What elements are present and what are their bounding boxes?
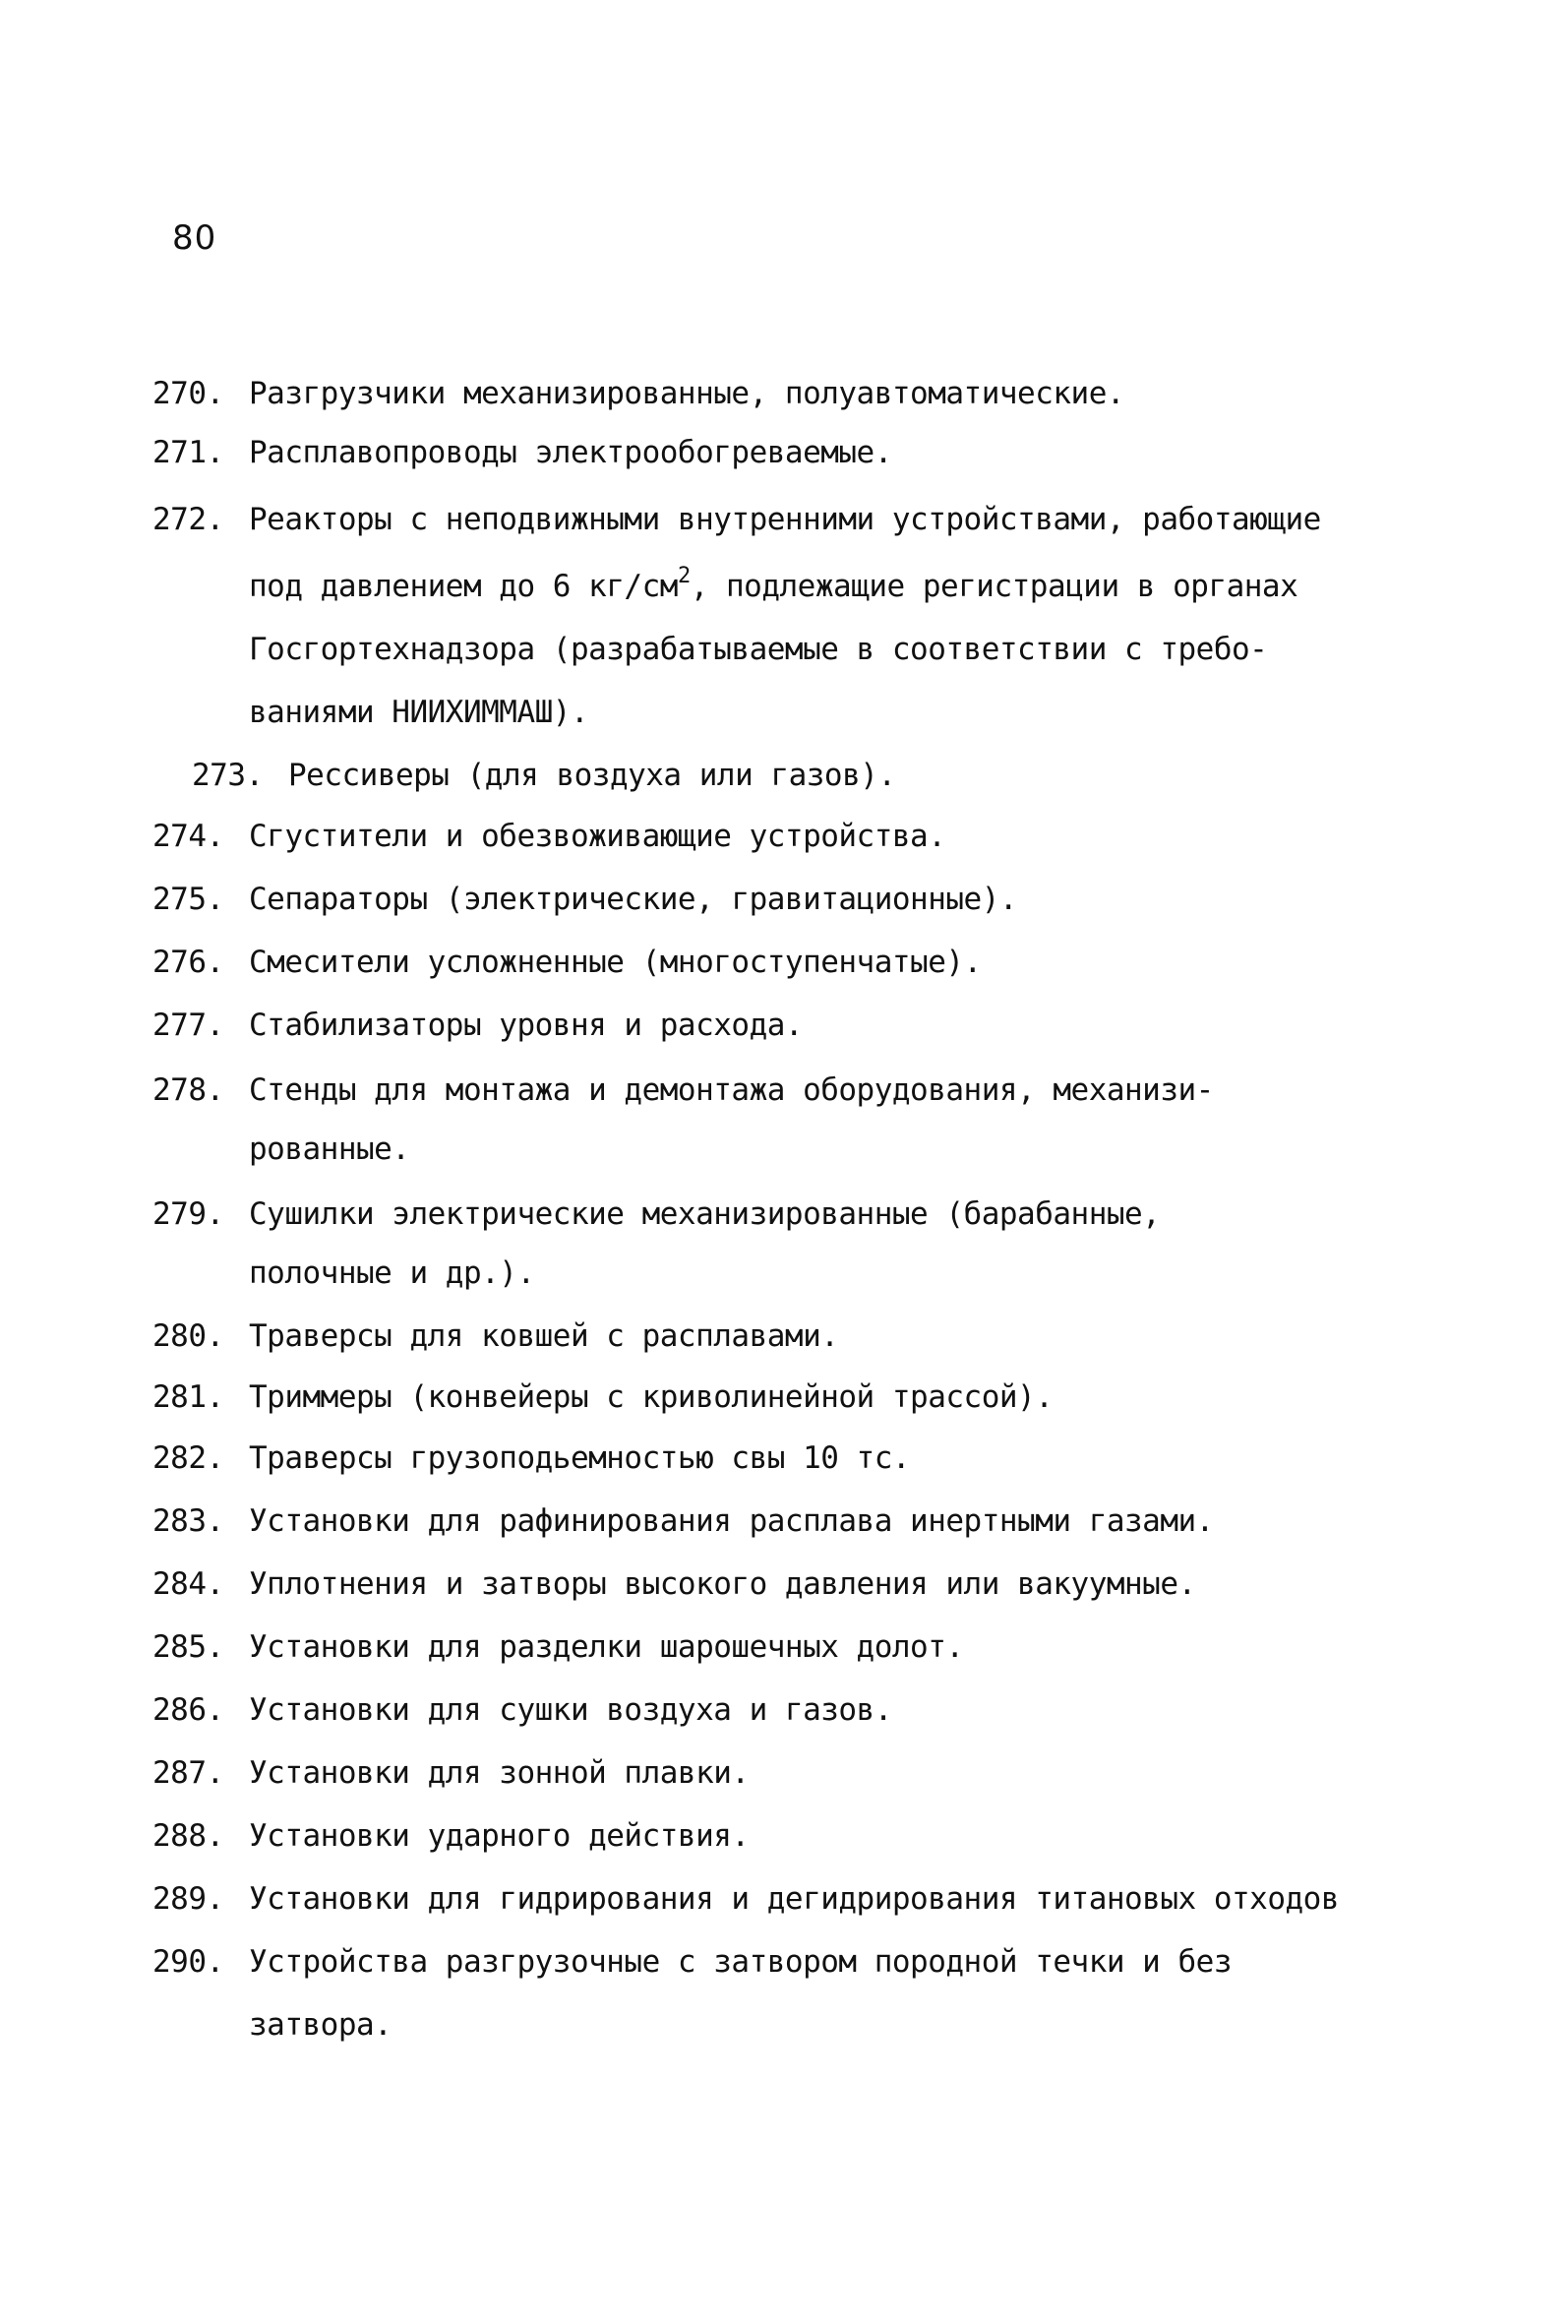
list-item-279-continuation-1: полочные и др.).: [249, 1255, 535, 1291]
item-text: Установки ударного действия.: [249, 1818, 750, 1854]
list-item-272-continuation-3: ваниями НИИХИММАШ).: [249, 695, 589, 730]
item-text: Уплотнения и затворы высокого давления или вакуумные.: [249, 1566, 1196, 1602]
item-number: 289.: [152, 1881, 224, 1917]
list-item-289: [152, 1879, 1339, 1919]
item-number: 279.: [152, 1196, 224, 1232]
item-text: Сепараторы (электрические, гравитационные).: [249, 882, 1018, 917]
item-text: Установки для сушки воздуха и газов.: [249, 1692, 892, 1728]
item-text: Сгустители и обезвоживающие устройства.: [249, 819, 946, 854]
item-text: Разгрузчики механизированные, полуавтоматические.: [249, 376, 1125, 411]
item-text: Траверсы грузоподьемностью свы 10 тс.: [249, 1440, 911, 1476]
item-number: 287.: [152, 1755, 224, 1791]
item-text: Смесители усложненные (многоступенчатые).: [249, 945, 982, 980]
list-item-277: [152, 1006, 803, 1045]
list-item-272: [152, 500, 1321, 539]
item-number: 274.: [152, 819, 224, 854]
list-item-290-continuation-1: затвора.: [249, 2007, 392, 2043]
item-number: 284.: [152, 1566, 224, 1602]
list-item-290: [152, 1942, 1232, 1982]
list-item-270: [152, 374, 1124, 413]
list-item-280: [152, 1316, 838, 1356]
item-number: 277.: [152, 1008, 224, 1043]
list-item-282: [152, 1438, 910, 1478]
list-item-288: [152, 1816, 750, 1856]
list-item-272-continuation-1: [249, 564, 1298, 606]
item-number: 280.: [152, 1318, 224, 1354]
item-number: 283.: [152, 1503, 224, 1539]
list-item-276: [152, 943, 982, 982]
list-item-286: [152, 1690, 892, 1730]
list-item-284: [152, 1564, 1196, 1604]
item-number: 282.: [152, 1440, 224, 1476]
list-item-281: [152, 1377, 1053, 1417]
item-number: 275.: [152, 882, 224, 917]
item-text: Рессиверы (для воздуха или газов).: [288, 758, 896, 793]
list-item-275: [152, 880, 1017, 919]
item-text: Устройства разгрузочные с затвором породной течки и без: [249, 1944, 1232, 1980]
item-text: Триммеры (конвейеры с криволинейной трассой).: [249, 1379, 1054, 1415]
list-item-271: [152, 433, 892, 472]
item-number: 273.: [192, 758, 264, 793]
item-text: Расплавопроводы электрообогреваемые.: [249, 435, 892, 470]
superscript: 2: [677, 564, 691, 588]
item-number: 278.: [152, 1072, 224, 1108]
item-number: 290.: [152, 1944, 224, 1980]
list-item-279: [152, 1194, 1160, 1234]
item-text: , подлежащие регистрации в органах: [690, 569, 1298, 604]
item-text: под давлением до 6 кг/см: [249, 569, 678, 604]
item-number: 285.: [152, 1629, 224, 1665]
list-item-283: [152, 1501, 1214, 1541]
item-text: Установки для разделки шарошечных долот.: [249, 1629, 964, 1665]
list-item-272-continuation-2: Госгортехнадзора (разрабатываемые в соответствии с требо-: [249, 632, 1268, 667]
item-text: Установки для зонной плавки.: [249, 1755, 750, 1791]
item-text: Стабилизаторы уровня и расхода.: [249, 1008, 804, 1043]
list-item-273: [192, 756, 896, 795]
item-text: Траверсы для ковшей с расплавами.: [249, 1318, 839, 1354]
list-item-285: [152, 1627, 964, 1667]
list-item-274: [152, 817, 945, 856]
page-number: 80: [172, 218, 217, 258]
item-number: 276.: [152, 945, 224, 980]
item-text: Стенды для монтажа и демонтажа оборудования, механизи-: [249, 1072, 1214, 1108]
list-item-287: [152, 1753, 750, 1793]
item-text: Реакторы с неподвижными внутренними устройствами, работающие: [249, 502, 1321, 537]
item-number: 270.: [152, 376, 224, 411]
item-text: Установки для рафинирования расплава инертными газами.: [249, 1503, 1214, 1539]
item-text: Установки для гидрирования и дегидрирования титановых отходов: [249, 1881, 1339, 1917]
item-number: 286.: [152, 1692, 224, 1728]
item-number: 271.: [152, 435, 224, 470]
item-number: 272.: [152, 502, 224, 537]
list-item-278-continuation-1: рованные.: [249, 1131, 410, 1167]
list-item-278: [152, 1070, 1214, 1110]
item-number: 281.: [152, 1379, 224, 1415]
item-text: Сушилки электрические механизированные (барабанные,: [249, 1196, 1161, 1232]
item-number: 288.: [152, 1818, 224, 1854]
